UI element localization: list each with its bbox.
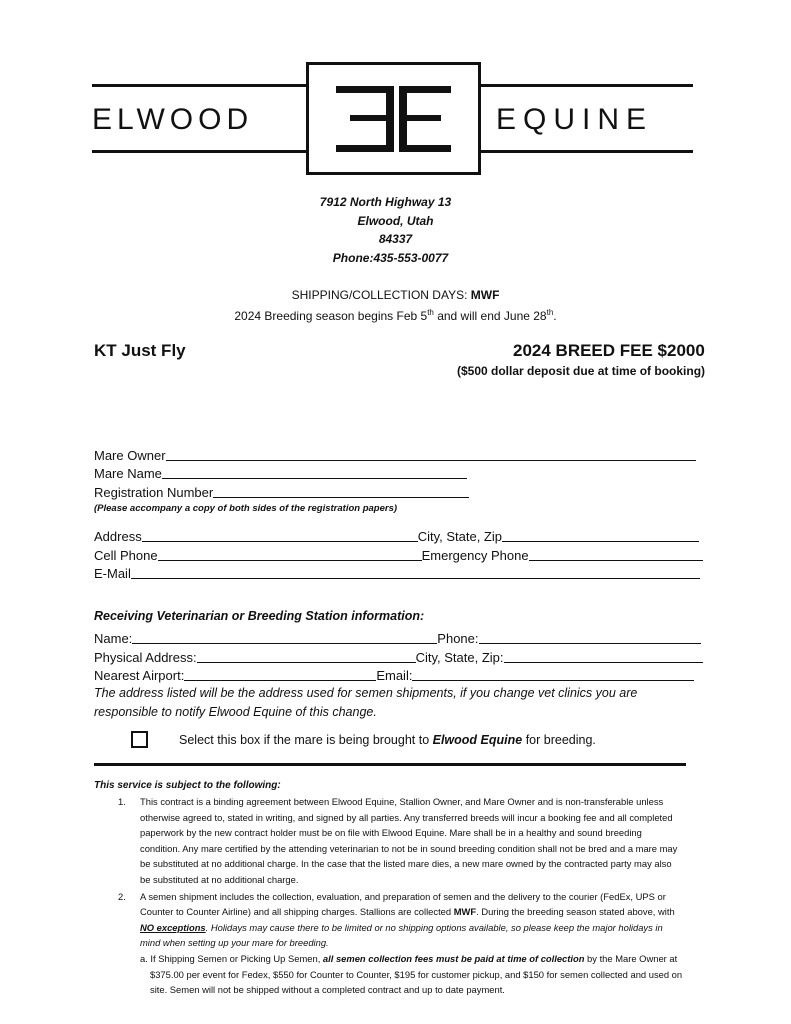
terms-item-2a-text-c: by the Mare Owner at $375.00 per event for Fedex, $550 for Counter to Counter, $195 for customer pickup, and $150 for semen collected and used on site. Semen will not be shipped without a completed contract and up to date payment. [150,952,683,996]
mare-owner-row [94,445,696,463]
emergency-label: Emergency Phone [421,548,529,563]
season-sup-1: th [427,308,434,317]
shipping-label: SHIPPING/COLLECTION DAYS: [291,288,471,302]
registration-note: (Please accompany a copy of both sides of the registration papers) [94,503,398,514]
shipping-days: MWF [470,288,500,302]
terms-item-2a-text-b: all semen collection fees must be paid at time of collection [322,952,585,964]
checkbox-label [179,733,596,747]
address-row [94,526,699,544]
address-label: Address [94,529,142,544]
registration-row [94,482,469,500]
vet-city-field[interactable] [504,649,703,663]
checkbox-label-b: Elwood Equine [432,733,523,747]
terms-item-2 [94,889,684,951]
checkbox-label-c: for breeding. [522,733,596,747]
terms-item-2a [94,951,684,998]
logo-bottom-rule-left [92,150,307,153]
address-phone: Phone:435-553-0077 [332,250,449,265]
address-zip: 84337 [378,232,413,246]
airport-label: Nearest Airport: [94,668,185,683]
city-field[interactable] [502,528,699,542]
vet-name-field[interactable] [132,630,437,644]
mare-owner-field[interactable] [166,447,696,461]
cell-field[interactable] [158,547,422,561]
vet-heading: Receiving Veterinarian or Breeding Station information: [94,609,425,623]
cell-label: Cell Phone [94,548,158,563]
terms-item-2-text-a: A semen shipment includes the collection, evaluation, and preparation of semen and the delivery to the courier (FedEx, UPS or Counter to Counter Airline) and all shipping charges. Stallions are collected [140,890,666,918]
terms-heading: This service is subject to the following: [94,780,281,791]
checkbox-label-a: Select this box if the mare is being brought to [179,733,433,747]
brought-checkbox[interactable] [131,731,148,748]
physical-address-label: Physical Address: [94,650,197,665]
address-street: 7912 North Highway 13 [319,195,452,209]
address-block [0,193,791,267]
stallion-name: KT Just Fly [94,341,186,360]
vet-city-label: City, State, Zip: [415,650,504,665]
terms-item-2-text-d: NO exceptions [140,921,206,933]
logo-monogram [306,62,481,175]
section-divider [94,763,686,766]
vet-email-field[interactable] [412,667,694,681]
registration-label: Registration Number [94,485,214,500]
logo-word-right: EQUINE [496,103,654,136]
terms-item-2-text-e: . Holidays may cause there to be limited or no shipping options available, so please keep the major holidays in mind when setting up your mare for breeding. [140,921,663,949]
logo-bottom-rule-right [479,150,693,153]
city-label: City, State, Zip [417,529,502,544]
breed-fee: 2024 BREED FEE $2000 [513,341,705,360]
email-label: E-Mail [94,566,131,581]
airport-field[interactable] [184,667,376,681]
terms-item-2a-text-a: a. If Shipping Semen or Picking Up Semen, [140,952,323,964]
mare-owner-label: Mare Owner [94,448,166,463]
terms-item-1 [94,794,684,888]
address-city: Elwood, Utah [357,213,434,228]
email-row [94,563,700,581]
shipping-info [0,287,791,304]
terms-item-1-text: This contract is a binding agreement between Elwood Equine, Stallion Owner, and Mare Owner and is non-transferable unless otherwise agreed to, stated in writing, and signed by all parties. Any transferred breeds will incur a booking fee and all completed paperwork by the new contract holder must be on file with Elwood Equine. Mare shall be in a healthy and sound breeding condition. Any mare certified by the attending veterinarian to not be in sound breeding condition shall not be bred and a mare may be substituted at no additional charge. In the case that the listed mare dies, a new mare owned by the contracted party may also be substituted at no additional charge. [140,796,678,885]
season-sup-2: th [546,308,554,317]
email-field[interactable] [131,565,700,579]
terms-item-2-text-b: MWF [453,906,477,918]
terms-list [94,794,684,998]
emergency-field[interactable] [529,547,703,561]
registration-field[interactable] [213,484,469,498]
deposit-note: ($500 dollar deposit due at time of booking) [457,364,706,378]
mare-name-field[interactable] [162,465,467,479]
physical-address-field[interactable] [197,649,416,663]
terms-item-2-number: 2. [118,890,126,902]
vet-name-label: Name: [94,631,133,646]
logo-top-rule-right [479,84,693,87]
mare-name-row [94,463,467,481]
season-text-c: . [553,309,557,323]
terms-item-1-number: 1. [118,796,126,807]
logo-word-left: ELWOOD [92,103,254,136]
vet-airport-row [94,665,694,683]
vet-address-row [94,647,703,665]
season-text-a: 2024 Breeding season begins Feb 5 [234,309,428,323]
season-text-b: and will end June 28 [433,309,547,323]
season-info [0,304,791,325]
logo-top-rule-left [92,84,307,87]
vet-email-label: Email: [376,668,413,683]
vet-phone-field[interactable] [479,630,701,644]
vet-name-row [94,628,701,646]
cell-row [94,545,703,563]
vet-notice: The address listed will be the address used for semen shipments, if you change vet clinics you are responsible to notify Elwood Equine of this change. [94,686,638,719]
address-field[interactable] [142,528,418,542]
terms-item-2-text-c: . During the breeding season stated above, with [476,906,675,918]
mare-name-label: Mare Name [94,466,162,481]
vet-phone-label: Phone: [437,631,479,646]
